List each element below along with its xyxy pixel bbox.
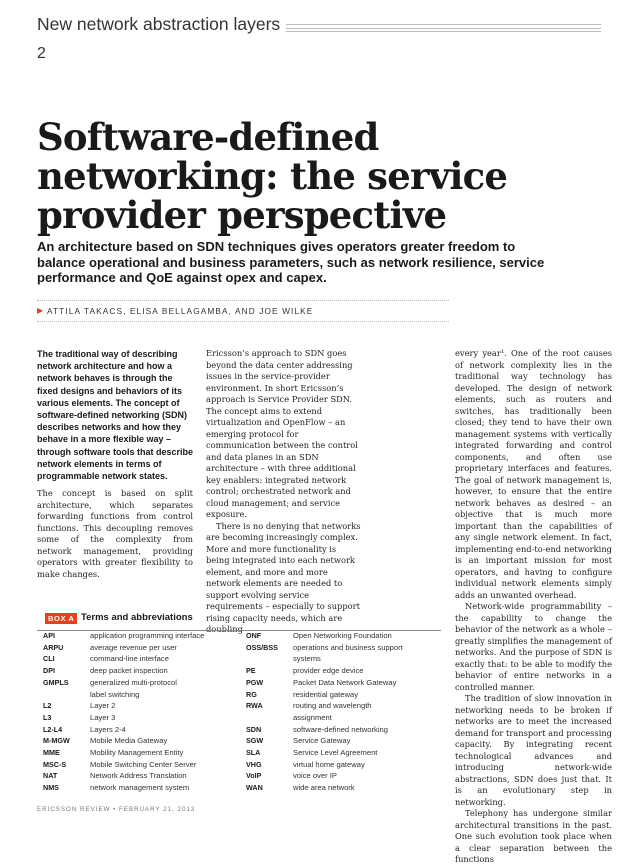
abbreviation-definition: Mobile Switching Center Server <box>90 759 197 769</box>
abbreviation-term: API <box>43 631 55 640</box>
body-paragraph: There is no denying that networks are becoming increasingly complex. More and more functionality is being integrated into each network element, and more and more network elements are needed to support evolving service requirements – especially to support rising capacity needs, which are doubling <box>206 520 361 634</box>
lead-paragraph: The traditional way of describing network architecture and how a network behaves is through the fixed designs and behaviors of its various elements. The concept of software-defined networking (SDN) describes networks and how they behave in a more flexible way – through software tools that describe network elements in terms of programmable network states. <box>37 349 194 482</box>
abbreviation-term: DPI <box>43 666 55 676</box>
abbreviation-term: CLI <box>43 654 55 664</box>
abbreviation-term: ARPU <box>43 642 64 652</box>
abbreviation-definition: average revenue per user <box>90 642 177 652</box>
abbreviation-term: L3 <box>43 712 52 722</box>
abbreviation-definition: operations and business support <box>293 642 403 652</box>
abbreviation-term: WAN <box>246 783 263 793</box>
abbreviation-row <box>43 724 235 736</box>
author-list: ATTILA TAKACS, ELISA BELLAGAMBA, AND JOE WILKE <box>47 306 314 316</box>
abbreviation-definition: network management system <box>90 783 190 793</box>
abbreviation-definition: label switching <box>90 689 140 699</box>
abbreviation-definition: provider edge device <box>293 666 364 676</box>
abbreviation-definition: deep packet inspection <box>90 666 168 676</box>
abbreviation-term <box>246 653 293 665</box>
abbreviation-term: RG <box>246 689 257 699</box>
abbreviation-row <box>246 630 442 642</box>
abbreviation-row <box>246 735 442 747</box>
abbreviation-row <box>43 782 235 794</box>
abbreviation-term: MME <box>43 748 60 758</box>
abbreviation-row <box>43 712 235 724</box>
abbreviation-row <box>43 630 235 642</box>
body-paragraph: The concept is based on split architecture, which separates forwarding functions from control functions. This decoupling removes some of the complexity from network management, providing operators with greater flexibility to make changes. <box>37 488 193 579</box>
abbreviation-term: PGW <box>246 677 264 687</box>
page-footer: ERICSSON REVIEW • FEBRUARY 21, 2013 <box>37 806 196 813</box>
abbreviation-definition: wide area network <box>293 783 355 793</box>
abbreviation-definition: Service Gateway <box>293 736 351 746</box>
byline-marker-icon: ▶ <box>37 306 44 315</box>
terms-box-header <box>37 612 441 626</box>
abbreviation-row <box>246 653 442 665</box>
abbreviation-term: SLA <box>246 748 261 758</box>
abbreviation-definition: generalized multi-protocol <box>90 677 177 687</box>
terms-box <box>37 612 441 626</box>
column-3 <box>455 348 612 866</box>
article-subtitle: An architecture based on SDN techniques gives operators greater freedom to balance operational and business parameters, such as network resilience, service performance and QoE against opex and capex. <box>37 239 545 285</box>
abbreviation-row <box>43 759 235 771</box>
abbreviation-definition: Open Networking Foundation <box>293 631 392 640</box>
abbreviation-row <box>43 677 235 689</box>
abbreviation-term: RWA <box>246 701 263 711</box>
abbreviation-term: PE <box>246 666 256 676</box>
abbreviation-definition: virtual home gateway <box>293 759 365 769</box>
abbreviation-row <box>246 642 442 654</box>
abbreviation-term: OSS/BSS <box>246 642 278 652</box>
box-title: Terms and abbreviations <box>81 612 193 623</box>
abbreviation-row <box>43 689 235 701</box>
body-paragraph: Network-wide programmability – the capability to change the behavior of the network as a whole – greatly simplifies the management of networks. And the purpose of SDN is exactly that: to be able to modify the behavior of entire networks in a controlled manner. <box>455 601 612 692</box>
abbreviation-definition: Layer 2 <box>90 701 116 711</box>
byline <box>37 300 449 322</box>
abbreviation-definition: Mobile Media Gateway <box>90 736 168 746</box>
abbreviation-term: L2-L4 <box>43 724 63 734</box>
abbreviation-definition: Mobility Management Entity <box>90 748 184 758</box>
abbreviation-row <box>43 642 235 654</box>
abbreviation-term: MSC-S <box>43 759 67 769</box>
abbreviation-row <box>246 712 442 724</box>
abbreviation-term: SGW <box>246 736 264 746</box>
abbreviation-row <box>43 700 235 712</box>
page-number: 2 <box>37 45 46 62</box>
abbreviation-term <box>246 712 293 724</box>
abbreviation-term: VHG <box>246 759 262 769</box>
abbreviation-term: VoIP <box>246 771 262 781</box>
abbreviation-definition: Packet Data Network Gateway <box>293 677 397 687</box>
abbreviation-row <box>43 747 235 759</box>
abbreviation-term: SDN <box>246 724 262 734</box>
abbreviation-row <box>246 724 442 736</box>
abbreviation-definition: command-line interface <box>90 654 169 664</box>
abbreviation-definition: routing and wavelength <box>293 701 372 711</box>
abbreviation-row <box>43 653 235 665</box>
abbreviation-term: L2 <box>43 701 52 711</box>
abbreviation-row <box>246 747 442 759</box>
article-title: Software-defined networking: the service provider perspective <box>37 115 508 237</box>
abbreviation-term: GMPLS <box>43 677 69 687</box>
abbreviation-row <box>246 700 442 712</box>
abbreviation-list-left <box>43 630 235 794</box>
abbreviation-row <box>246 782 442 794</box>
abbreviation-definition: Network Address Translation <box>90 771 187 781</box>
abbreviation-term: NMS <box>43 783 59 793</box>
abbreviation-definition: Service Level Agreement <box>293 748 378 758</box>
box-label-badge: BOX A <box>45 613 77 624</box>
abbreviation-definition: software-defined networking <box>293 724 388 734</box>
abbreviation-definition: assignment <box>293 712 332 722</box>
abbreviation-definition: systems <box>293 654 321 664</box>
abbreviation-term: ONF <box>246 631 262 640</box>
abbreviation-row <box>43 770 235 782</box>
section-title: New network abstraction layers <box>37 14 286 35</box>
abbreviation-definition: residential gateway <box>293 689 359 699</box>
abbreviation-row <box>246 759 442 771</box>
abbreviation-term: M-MGW <box>43 736 70 746</box>
body-paragraph: The tradition of slow innovation in networking needs to be broken if networks are to meet the increased demand for transport and processing capacity. By integrating recent technological advances and introducing network-wide abstractions, SDN does just that. It is an evolutionary step in networking. <box>455 693 612 807</box>
body-paragraph: Ericsson’s approach to SDN goes beyond the data center addressing issues in the service-provider environment. In short Ericsson’s approach is Service Provider SDN. The concept aims to extend virtualization and OpenFlow – an emerging protocol for communication between the control and data planes in an SDN architecture – with three additional key enablers: integrated network control; orchestrated network and cloud management; and service exposure. <box>206 348 358 519</box>
abbreviation-term: NAT <box>43 771 58 781</box>
body-paragraph: Telephony has undergone similar architectural transitions in the past. One such evolution took place when a clear separation between the functions <box>455 808 612 864</box>
abbreviation-definition: Layers 2-4 <box>90 724 126 734</box>
column-2 <box>206 348 362 636</box>
abbreviation-definition: application programming interface <box>90 631 205 640</box>
body-paragraph: every year¹. One of the root causes of network complexity lies in the traditional way technology has developed. The design of network elements, such as routers and switches, has traditionally been closed; they tend to have their own management systems with vertically integrated forwarding and control components, and often use proprietary interfaces and features. The goal of network management is, however, to ensure that the entire network behaves as desired – an objective that is much more important than the capabilities of any single network element. In fact, implementing end-to-end networking is an important mission for most operators, and having to configure individual network elements simply adds an unwanted overhead. <box>455 348 612 600</box>
abbreviation-definition: voice over IP <box>293 771 337 781</box>
abbreviation-row <box>43 735 235 747</box>
abbreviation-definition: Layer 3 <box>90 712 116 722</box>
abbreviation-row <box>246 677 442 689</box>
section-header <box>37 14 601 40</box>
abbreviation-row <box>246 665 442 677</box>
abbreviation-row <box>246 689 442 701</box>
abbreviation-row <box>246 770 442 782</box>
column-1 <box>37 348 193 580</box>
abbreviation-term <box>43 689 90 701</box>
abbreviation-row <box>43 665 235 677</box>
abbreviation-list-right <box>246 630 442 794</box>
